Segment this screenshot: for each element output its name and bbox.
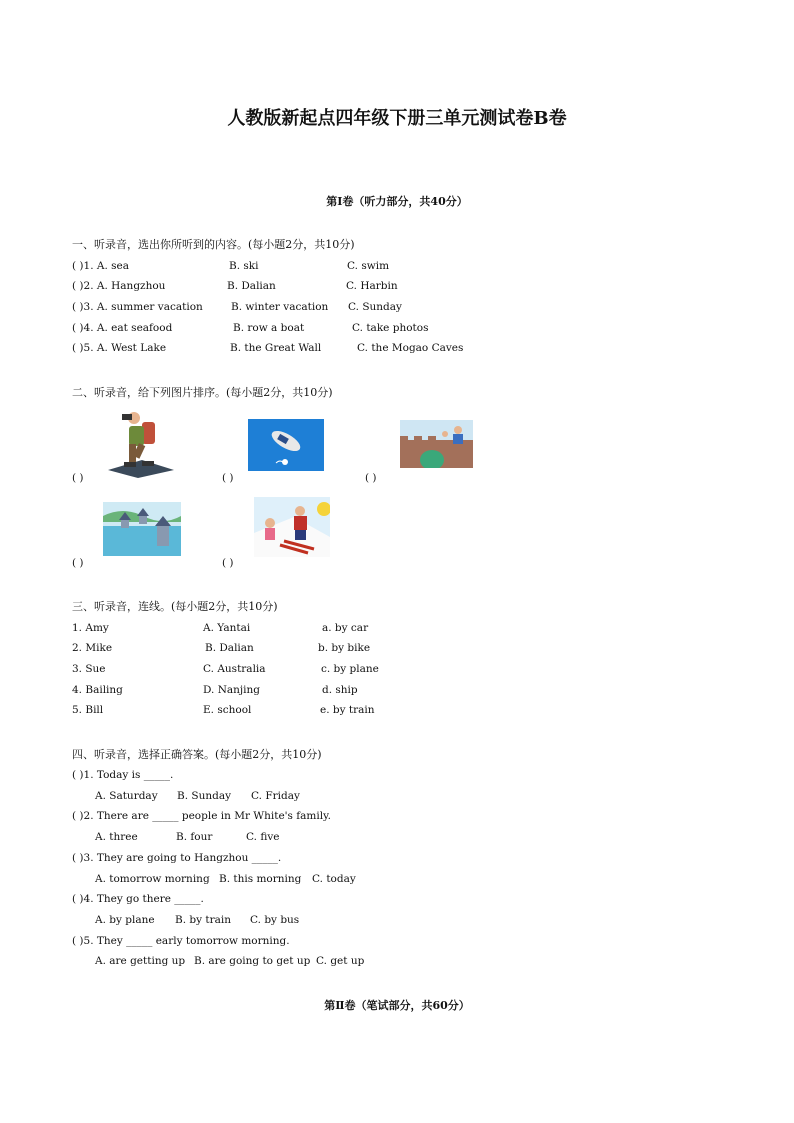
s3-row3-b: C. Australia — [203, 663, 266, 675]
s4-q3-c: C. today — [312, 873, 356, 885]
section3-heading: 三、听录音，连线。(每小题2分，共10分) — [72, 600, 278, 613]
s3-row5-b: E. school — [203, 704, 252, 716]
s1-q1: ( )1. A. sea — [72, 260, 130, 272]
s3-row1-c: a. by car — [322, 622, 369, 634]
page-title: 人教版新起点四年级下册三单元测试卷B卷 — [227, 108, 567, 129]
section1-heading: 一、听录音，选出你所听到的内容。(每小题2分，共10分) — [72, 238, 355, 251]
s3-row2-c: b. by bike — [318, 642, 371, 654]
s1-q5: ( )5. A. West Lake — [72, 342, 167, 354]
west-lake-image — [103, 502, 181, 556]
part1-heading: 第Ⅰ卷（听力部分，共40分） — [326, 195, 468, 208]
s3-row4-b: D. Nanjing — [203, 684, 261, 696]
s4-q3: ( )3. They are going to Hangzhou _____. — [72, 852, 282, 864]
great-wall-image — [400, 420, 473, 468]
s4-q5: ( )5. They _____ early tomorrow morning. — [72, 935, 290, 947]
section2-heading: 二、听录音，给下列图片排序。(每小题2分，共10分) — [72, 386, 333, 399]
s1-q2-b: B. Dalian — [227, 280, 276, 292]
s1-q3-b: B. winter vacation — [231, 301, 329, 313]
s4-q3-b: B. this morning — [219, 873, 302, 885]
s4-q2-b: B. four — [176, 831, 213, 843]
s4-q5-b: B. are going to get up — [194, 955, 311, 967]
s2-paren-2: ( ) — [222, 472, 234, 484]
skiing-image — [254, 497, 330, 557]
s1-q4-c: C. take photos — [352, 322, 429, 334]
s1-q3: ( )3. A. summer vacation — [72, 301, 203, 313]
s1-q3-c: C. Sunday — [348, 301, 402, 313]
s4-q4: ( )4. They go there _____. — [72, 893, 204, 905]
s3-row4-c: d. ship — [322, 684, 358, 696]
hiker-photographer-image — [102, 408, 176, 480]
s3-row3-c: c. by plane — [321, 663, 379, 675]
s4-q2-c: C. five — [246, 831, 280, 843]
s3-row4-a: 4. Bailing — [72, 684, 123, 696]
s1-q5-c: C. the Mogao Caves — [357, 342, 464, 354]
s3-row3-a: 3. Sue — [72, 663, 106, 675]
s4-q2-a: A. three — [95, 831, 138, 843]
s3-row1-b: A. Yantai — [203, 622, 251, 634]
s3-row5-a: 5. Bill — [72, 704, 104, 716]
s4-q4-a: A. by plane — [95, 914, 155, 926]
s4-q5-c: C. get up — [316, 955, 365, 967]
s4-q1-c: C. Friday — [251, 790, 300, 802]
s4-q5-a: A. are getting up — [95, 955, 186, 967]
s2-paren-1: ( ) — [72, 472, 84, 484]
s3-row1-a: 1. Amy — [72, 622, 109, 634]
s2-paren-4: ( ) — [72, 557, 84, 569]
boat-image — [248, 419, 324, 471]
s4-q1: ( )1. Today is _____. — [72, 769, 174, 781]
s1-q4-b: B. row a boat — [233, 322, 305, 334]
s1-q5-b: B. the Great Wall — [230, 342, 322, 354]
s1-q2: ( )2. A. Hangzhou — [72, 280, 166, 292]
s1-q2-c: C. Harbin — [346, 280, 398, 292]
section4-heading: 四、听录音，选择正确答案。(每小题2分，共10分) — [72, 748, 322, 761]
s2-paren-3: ( ) — [365, 472, 377, 484]
s4-q4-b: B. by train — [175, 914, 232, 926]
s4-q3-a: A. tomorrow morning — [95, 873, 210, 885]
s3-row5-c: e. by train — [320, 704, 375, 716]
s2-paren-5: ( ) — [222, 557, 234, 569]
s3-row2-b: B. Dalian — [205, 642, 254, 654]
s4-q4-c: C. by bus — [250, 914, 300, 926]
s1-q1-b: B. ski — [229, 260, 259, 272]
s1-q4: ( )4. A. eat seafood — [72, 322, 173, 334]
part2-heading: 第Ⅱ卷（笔试部分，共60分） — [324, 999, 470, 1012]
s4-q1-a: A. Saturday — [95, 790, 158, 802]
s4-q1-b: B. Sunday — [177, 790, 232, 802]
s4-q2: ( )2. There are _____ people in Mr White's family. — [72, 810, 331, 822]
s3-row2-a: 2. Mike — [72, 642, 113, 654]
s1-q1-c: C. swim — [347, 260, 390, 272]
